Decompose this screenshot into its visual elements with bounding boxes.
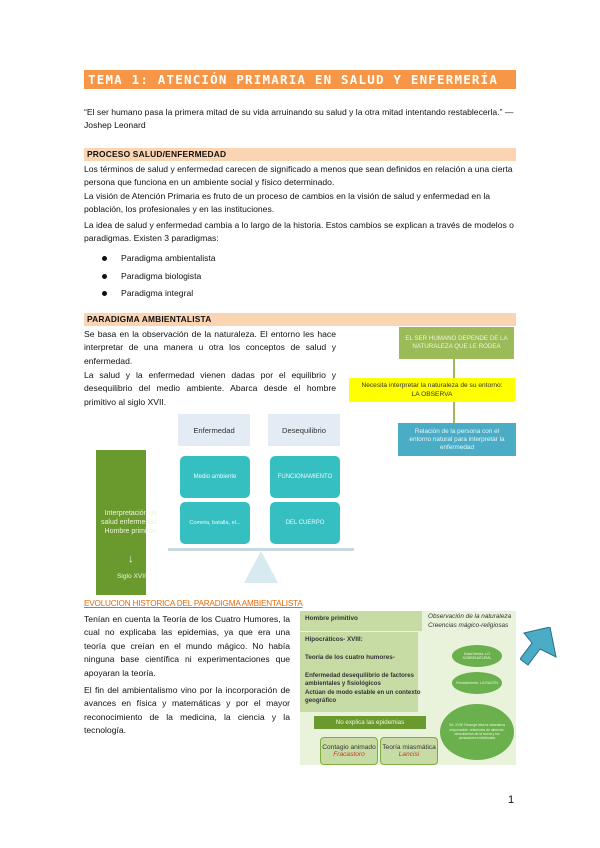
- section-heading-evolucion: EVOLUCION HISTORICA DEL PARADIGMA AMBIENTALISTA: [84, 599, 303, 608]
- desequilibrio-label: Enfermedad desequilibrio de factores ambientales y fisiológicos: [305, 672, 415, 687]
- flow-connector: [453, 359, 455, 379]
- section1-p3: La idea de salud y enfermedad cambia a lo largo de la historia. Estos cambios se explican a través de modelos o paradigmas. Existen 3 paradigmas:: [84, 220, 514, 244]
- paradigm-list: [84, 252, 384, 305]
- right-box-cuerpo: DEL CUERPO: [270, 502, 340, 544]
- obs-label-2: Creencias mágico-religiosas: [428, 622, 509, 629]
- down-arrow-icon: ↓: [128, 553, 134, 565]
- page-number: 1: [508, 794, 515, 806]
- section1-p1: Los términos de salud y enfermedad carecen de significado a menos que sean definidos en relación a una cierta persona que funciona en un ambiente social y físico determinado.: [84, 164, 513, 188]
- list-item: Paradigma integral: [84, 287, 384, 305]
- humores-label: Teoría de los cuatro humores-: [305, 654, 395, 661]
- flow-box-relacion: Relación de la persona con el entorno natural para interpretar la enfermedad: [398, 423, 516, 456]
- arrow-icon: [520, 627, 558, 667]
- list-item: Paradigma biologista: [84, 270, 384, 288]
- section3-p2: El fin del ambientalismo vino por la incorporación de avances en física y matemáticas y por el mayor reconocimiento de la medicina, la ciencia y la tecnología.: [84, 685, 290, 736]
- section-heading-ambientalista: PARADIGMA AMBIENTALISTA: [84, 313, 516, 326]
- contagio-box: Contagio animado Fracastoro: [320, 737, 378, 765]
- circle-siglo-xviii: Sd. XVIII: Resurge idea la naturaleza responsable: relaciones de alimento, descubiertos de la teoría y los pensadores individuales: [440, 704, 514, 760]
- left-box-cometa: Cometa, batalla, el...: [180, 502, 250, 544]
- side-panel-text: Interpretación de salud enfermedad : Hombre primitivo: [101, 509, 161, 535]
- header-enfermedad: Enfermedad: [178, 414, 250, 446]
- obs-label-1: Observación de la naturaleza: [428, 613, 512, 620]
- section2-p1: Se basa en la observación de la naturaleza. El entorno les hace interpretar de una manera u otra los conceptos de salud y enfermedad.: [84, 329, 336, 366]
- section3-p1: Tenían en cuenta la Teoría de los Cuatro Humores, la cual no explicaba las epidemias, ya que era una teoría que creían en el mundo mágico. No había ninguna base científica ni experimentaciones que apoyaran la teoría.: [84, 614, 290, 678]
- list-item: Paradigma ambientalista: [84, 252, 384, 270]
- circle-renacimiento: Renacimiento: LA RAZÓN: [452, 672, 502, 694]
- header-desequilibrio: Desequilibrio: [268, 414, 340, 446]
- balance-fulcrum-icon: [244, 551, 278, 583]
- document-title: TEMA 1: ATENCIÓN PRIMARIA EN SALUD Y ENFERMERÍA: [88, 72, 499, 87]
- hipocraticos-label: Hipocráticos- XVIII:: [305, 636, 363, 643]
- flow-connector: [453, 402, 455, 424]
- actuan-label: Actúan de modo estable en un contexto geográfico: [305, 689, 421, 704]
- section1-p2: La visión de Atención Primaria es fruto de un proceso de cambios en la visión de salud y enfermedad en la población, los profesionales y en las instituciones.: [84, 191, 491, 215]
- section-heading-proceso: PROCESO SALUD/ENFERMEDAD: [84, 148, 516, 161]
- flow-box-depende: EL SER HUMANO DEPENDE DE LA NATURALEZA QUE LE RODEA: [399, 327, 514, 359]
- quote: “El ser humano pasa la primera mitad de su vida arruinando su salud y la otra mitad intentando restablecerla.” — Joshep Leonard: [84, 107, 514, 131]
- right-box-funcionamiento: FUNCIONAMIENTO: [270, 456, 340, 498]
- flow-box-observa: Necesita interpretar la naturaleza de su entorno: LA OBSERVA: [349, 378, 515, 402]
- no-explica-box: No explica las epidemias: [314, 716, 426, 729]
- side-panel-footer: Siglo XVIII: [117, 573, 148, 580]
- title-bar: [84, 70, 516, 89]
- left-box-medio: Medio ambiente: [180, 456, 250, 498]
- miasma-box: Teoría miasmática Lancisi: [380, 737, 438, 765]
- circle-edad-media: Edad Media: LO SOBRENATURAL: [452, 645, 502, 667]
- section2-p2: La salud y la enfermedad vienen dadas por el equilibrio y desequilibrio del medio ambiente. Abarca desde el hombre primitivo al siglo XVII.: [84, 370, 336, 407]
- primitive-label: Hombre primitivo: [305, 615, 358, 622]
